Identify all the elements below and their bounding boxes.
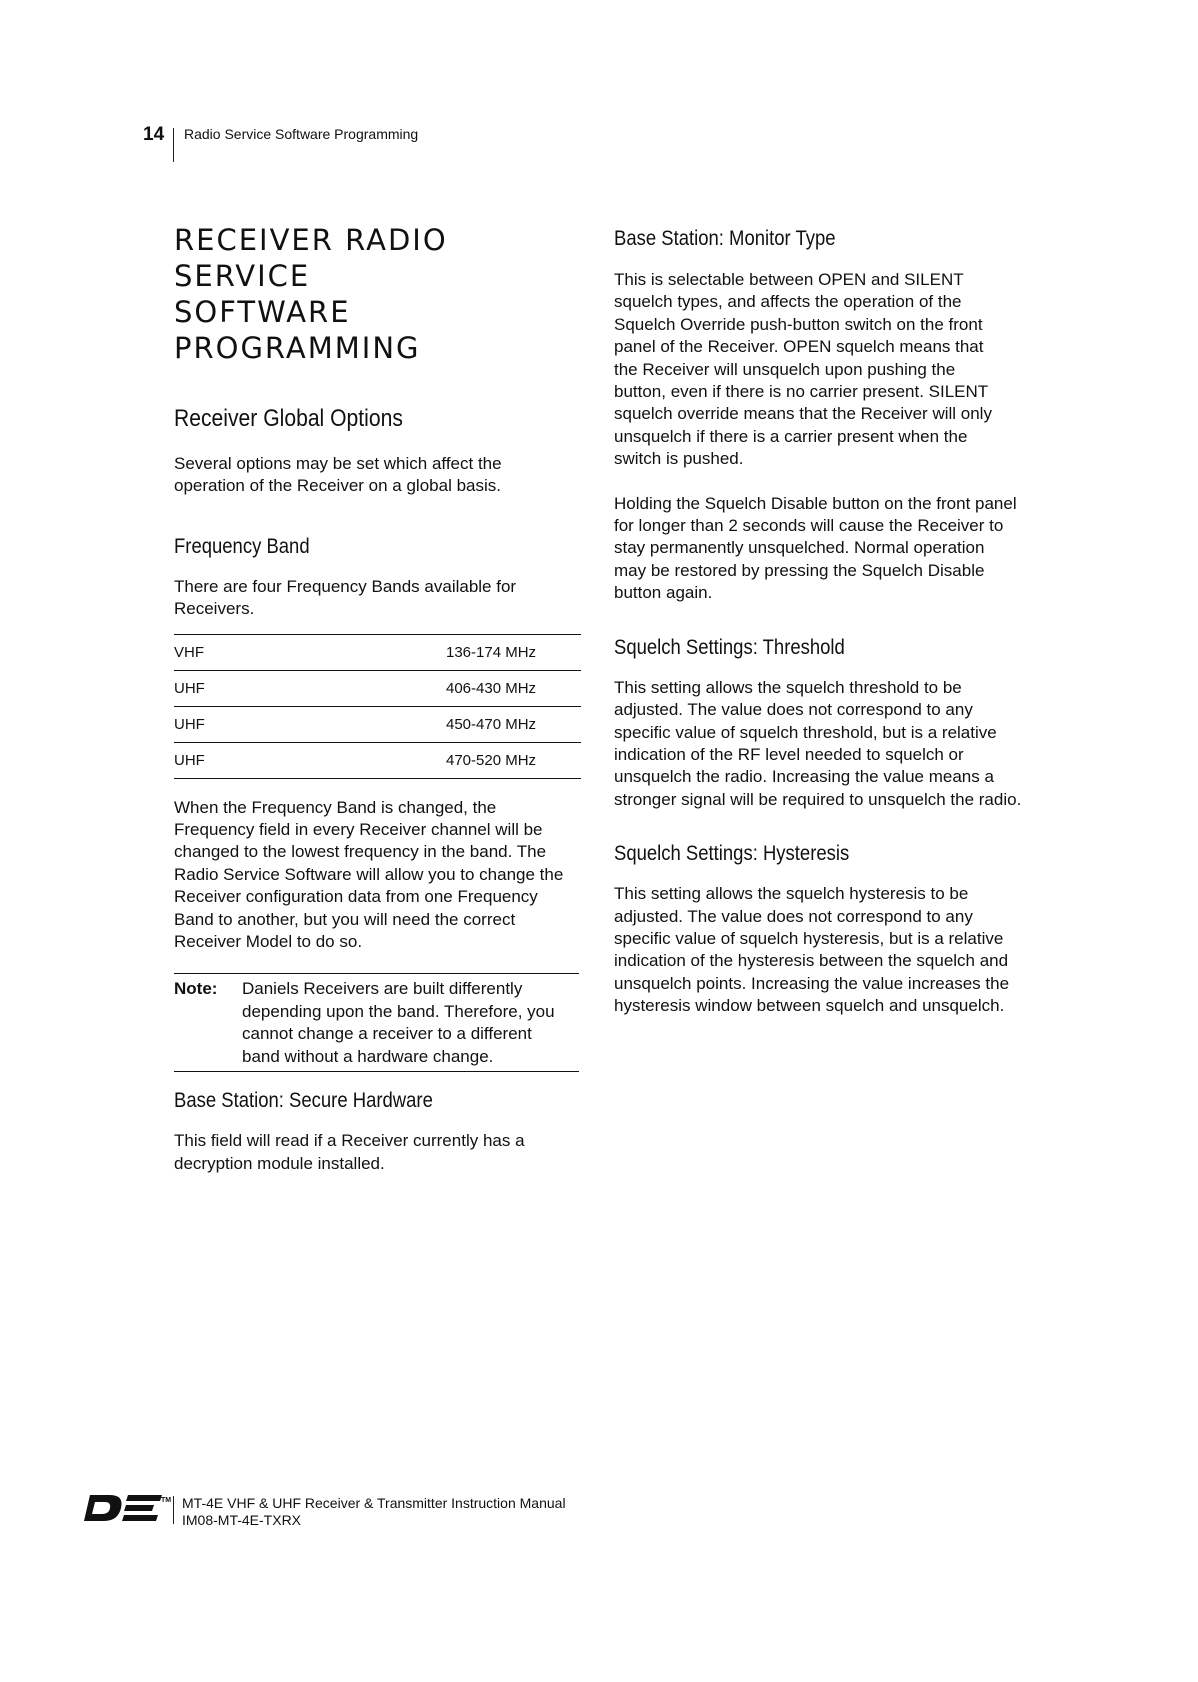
table-row	[174, 742, 581, 778]
section-heading-global: Receiver Global Options	[174, 405, 403, 432]
subheading-threshold: Squelch Settings: Threshold	[614, 635, 845, 659]
range-cell: 450-470 MHz	[446, 706, 581, 742]
subheading-hysteresis: Squelch Settings: Hysteresis	[614, 842, 850, 866]
header-divider	[173, 128, 174, 162]
band-cell: UHF	[174, 670, 446, 706]
secure-hardware-paragraph: This field will read if a Receiver currently has a decryption module installed.	[174, 1131, 525, 1173]
monitor-type-paragraph: This is selectable between OPEN and SILENT squelch types, and affects the operation of the Squelch Override push-button switch on the front panel of the Receiver. OPEN squelch means that the Receiver will unsquelch upon pushing the button, even if there is no carrier present. SILENT squelch override means that the Receiver will only unsquelch if there is a carrier present when the switch is pushed.	[614, 270, 992, 469]
range-cell: 470-520 MHz	[446, 742, 581, 778]
note-box	[174, 973, 579, 1072]
note-label: Note:	[174, 979, 218, 999]
range-cell: 136-174 MHz	[446, 634, 581, 670]
daniels-logo	[84, 1493, 174, 1523]
page-number: 14	[143, 124, 165, 145]
left-column	[174, 222, 584, 1175]
table-row	[174, 706, 581, 742]
subheading-secure-hardware: Base Station: Secure Hardware	[174, 1089, 433, 1113]
band-cell: VHF	[174, 634, 446, 670]
frequency-change-paragraph: When the Frequency Band is changed, the Frequency field in every Receiver channel will be changed to the lowest frequency in the band. The Radio Service Software will allow you to change the Receiver configuration data from one Frequency Band to another, but you will need the correct Receiver Model to do so.	[174, 797, 564, 952]
trademark-label: TM	[161, 1497, 172, 1504]
main-title-line1: RECEIVER RADIO SERVICE	[174, 223, 448, 293]
right-column	[614, 226, 1024, 1018]
main-title	[174, 222, 584, 366]
band-cell: UHF	[174, 742, 446, 778]
subheading-monitor-type: Base Station: Monitor Type	[614, 227, 836, 250]
table-row	[174, 634, 581, 670]
subheading-frequency-band: Frequency Band	[174, 534, 310, 558]
note-text: Daniels Receivers are built differently depending upon the band. Therefore, you cannot change a receiver to a different band without a hardware change.	[242, 979, 555, 1066]
squelch-disable-paragraph: Holding the Squelch Disable button on the front panel for longer than 2 seconds will cause the Receiver to stay permanently unsquelched. Normal operation may be restored by pressing the Squelch Disable button again.	[614, 493, 1017, 603]
band-cell: UHF	[174, 706, 446, 742]
threshold-paragraph: This setting allows the squelch threshold to be adjusted. The value does not correspond to any specific value of squelch threshold, but is a relative indication of the RF level needed to squelch or unsquelch the radio. Increasing the value means a stronger signal will be required to unsquelch the radio.	[614, 677, 1022, 809]
main-title-line2: SOFTWARE PROGRAMMING	[174, 295, 421, 365]
table-row	[174, 670, 581, 706]
frequency-band-table	[174, 634, 581, 779]
daniels-logo-icon	[84, 1493, 174, 1523]
running-header: Radio Service Software Programming	[184, 126, 419, 142]
footer-manual-title: MT-4E VHF & UHF Receiver & Transmitter Instruction Manual	[182, 1495, 566, 1511]
footer-divider	[173, 1496, 174, 1524]
frequency-band-paragraph: There are four Frequency Bands available for Receivers.	[174, 576, 517, 619]
footer-document-id: IM08-MT-4E-TXRX	[182, 1512, 302, 1528]
hysteresis-paragraph: This setting allows the squelch hysteresis to be adjusted. The value does not correspond to any specific value of squelch hysteresis, but is a relative indication of the hysteresis between the squelch and unsquelch points. Increasing the value increases the hysteresis window between squelch and unsquelch.	[614, 884, 1010, 1016]
range-cell: 406-430 MHz	[446, 670, 581, 706]
global-options-paragraph: Several options may be set which affect the operation of the Receiver on a global basis.	[174, 454, 502, 496]
